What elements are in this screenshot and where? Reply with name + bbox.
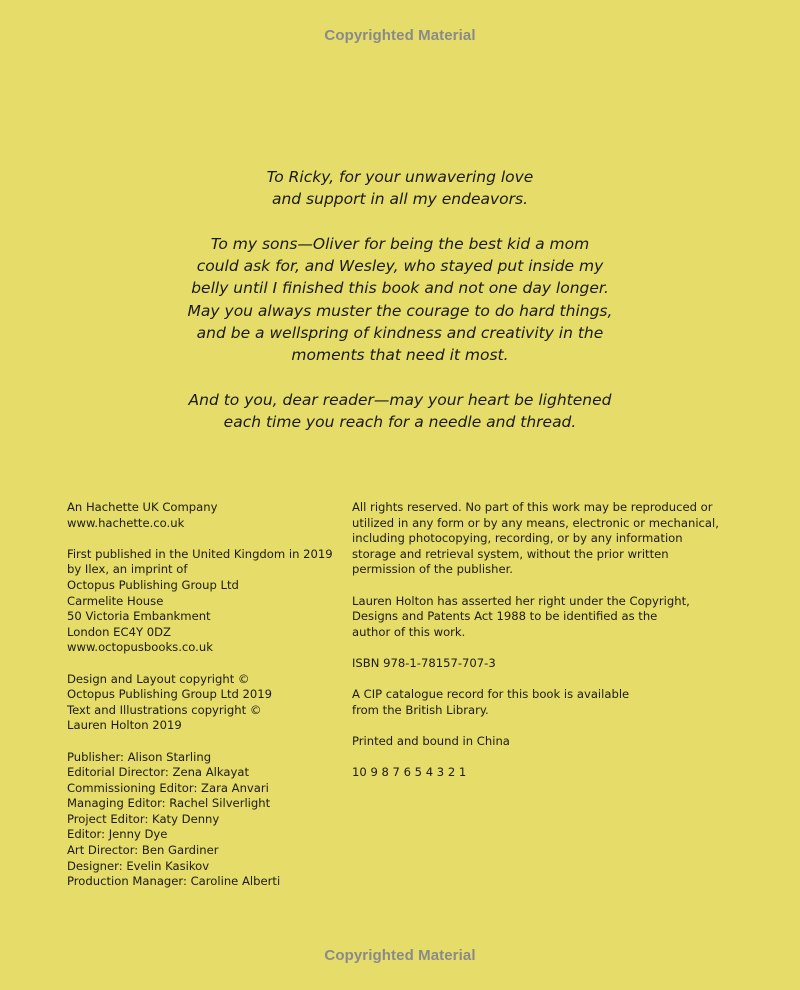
author-assertion-block xyxy=(352,594,732,641)
imprint-line: from the British Library. xyxy=(352,702,489,717)
imprint-line: Lauren Holton 2019 xyxy=(67,718,182,733)
imprint-line: author of this work. xyxy=(352,624,466,639)
dedication-line: and support in all my endeavors. xyxy=(271,190,529,209)
dedication-line: May you always muster the courage to do hard things, xyxy=(187,301,613,320)
imprint-line: by Ilex, an imprint of xyxy=(67,562,188,577)
printing-number-line: 10 9 8 7 6 5 4 3 2 1 xyxy=(352,765,467,780)
credit-line: Production Manager: Caroline Alberti xyxy=(67,874,281,889)
credit-line: Art Director: Ben Gardiner xyxy=(67,843,219,858)
company-block xyxy=(67,500,347,531)
imprint-line: utilized in any form or by any means, electronic or mechanical, xyxy=(352,515,719,530)
imprint-line: An Hachette UK Company xyxy=(67,500,218,514)
isbn-block xyxy=(352,656,732,672)
imprint-right-column xyxy=(352,500,732,781)
dedication-paragraph-ricky xyxy=(150,166,650,211)
publisher-address-block xyxy=(67,547,347,656)
imprint-line: Carmelite House xyxy=(67,593,164,608)
imprint-line: Printed and bound in China xyxy=(352,733,510,748)
credit-line: Designer: Evelin Kasikov xyxy=(67,858,210,873)
dedication xyxy=(150,166,650,434)
website-link: www.hachette.co.uk xyxy=(67,515,185,530)
credit-line: Managing Editor: Rachel Silverlight xyxy=(67,796,271,811)
rights-block xyxy=(352,500,732,578)
copyright-watermark-top: Copyrighted Material xyxy=(324,27,476,44)
cip-block xyxy=(352,687,732,718)
dedication-line: To Ricky, for your unwavering love xyxy=(266,168,534,186)
dedication-paragraph-reader xyxy=(150,389,650,434)
dedication-line: could ask for, and Wesley, who stayed put inside my xyxy=(196,257,604,276)
credit-line: Publisher: Alison Starling xyxy=(67,749,212,764)
credits-block xyxy=(67,750,347,890)
imprint-line: Octopus Publishing Group Ltd xyxy=(67,577,239,592)
imprint-line: permission of the publisher. xyxy=(352,562,513,577)
printed-block xyxy=(352,734,732,750)
printing-line-block xyxy=(352,765,732,781)
imprint-line: Design and Layout copyright © xyxy=(67,671,250,686)
imprint-line: First published in the United Kingdom in 2019 xyxy=(67,546,333,561)
imprint-line: storage and retrieval system, without the prior written xyxy=(352,546,669,561)
isbn-text: ISBN 978-1-78157-707-3 xyxy=(352,655,496,670)
imprint-line: Lauren Holton has asserted her right under the Copyright, xyxy=(352,593,690,608)
imprint-line: Designs and Patents Act 1988 to be identified as the xyxy=(352,609,658,624)
credit-line: Project Editor: Katy Denny xyxy=(67,811,220,826)
dedication-line: moments that need it most. xyxy=(291,346,509,365)
imprint-line: All rights reserved. No part of this work may be reproduced or xyxy=(352,500,713,514)
dedication-line: To my sons—Oliver for being the best kid a mom xyxy=(210,234,590,253)
copyright-watermark-bottom: Copyrighted Material xyxy=(324,947,476,964)
credit-line: Editorial Director: Zena Alkayat xyxy=(67,765,249,780)
credit-line: Commissioning Editor: Zara Anvari xyxy=(67,780,269,795)
imprint-line: including photocopying, recording, or by any information xyxy=(352,531,683,546)
imprint-line: Text and Illustrations copyright © xyxy=(67,702,262,717)
imprint-line: 50 Victoria Embankment xyxy=(67,609,211,624)
imprint-left-column xyxy=(67,500,347,890)
credit-line: Editor: Jenny Dye xyxy=(67,827,168,842)
imprint-line: A CIP catalogue record for this book is available xyxy=(352,687,630,702)
imprint-line: London EC4Y 0DZ xyxy=(67,624,171,639)
imprint-line: Octopus Publishing Group Ltd 2019 xyxy=(67,687,273,702)
copyright-block xyxy=(67,672,347,734)
website-link: www.octopusbooks.co.uk xyxy=(67,640,213,655)
dedication-line: belly until I finished this book and not one day longer. xyxy=(191,279,609,298)
dedication-paragraph-sons xyxy=(150,233,650,367)
dedication-line: And to you, dear reader—may your heart be lightened xyxy=(188,390,612,409)
dedication-line: each time you reach for a needle and thread. xyxy=(223,413,577,432)
dedication-line: and be a wellspring of kindness and creativity in the xyxy=(196,324,604,343)
